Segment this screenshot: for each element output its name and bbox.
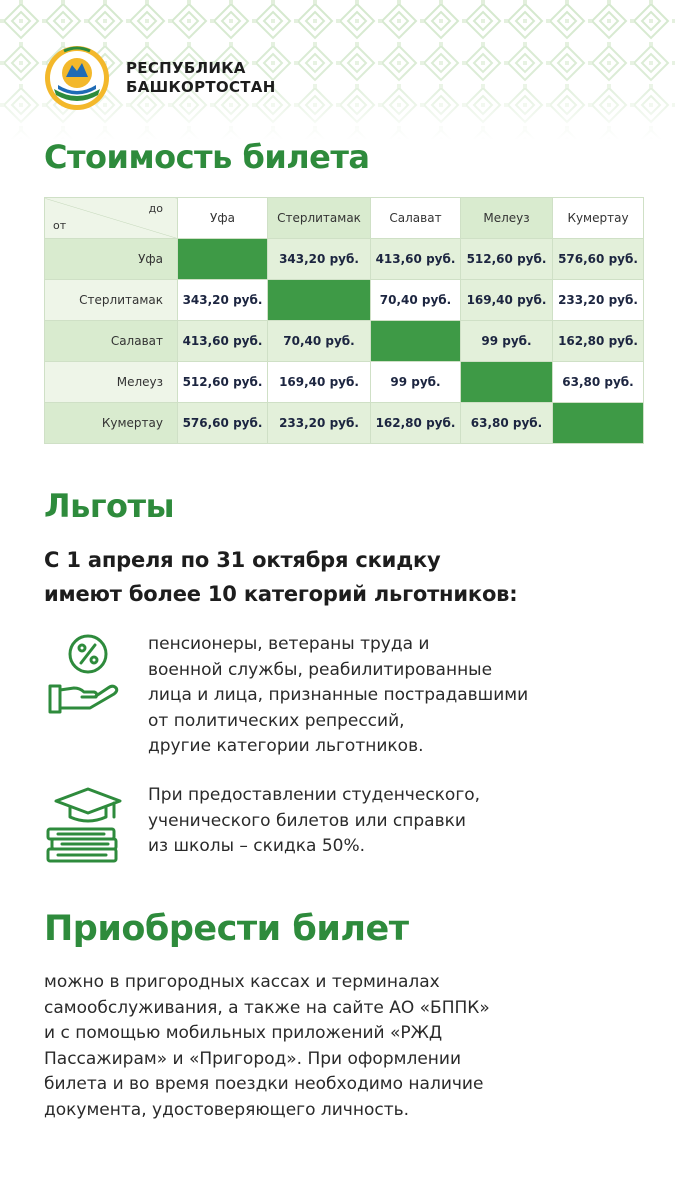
column-header: Стерлитамак	[268, 198, 371, 239]
graduation-cap-books-icon	[44, 783, 126, 865]
fare-cell: 576,60 руб.	[178, 403, 268, 444]
fare-cell: 512,60 руб.	[178, 362, 268, 403]
fare-row	[45, 280, 644, 321]
table-corner-cell	[45, 198, 178, 239]
column-header: Салават	[371, 198, 461, 239]
buy-line: и с помощью мобильных приложений «РЖД	[44, 1023, 443, 1044]
fare-cell: 233,20 руб.	[553, 280, 644, 321]
lead-line-2: имеют более 10 категорий льготников:	[44, 582, 518, 606]
fare-cell: 233,20 руб.	[268, 403, 371, 444]
fare-cell: 169,40 руб.	[268, 362, 371, 403]
price-section-title: Стоимость билета	[44, 138, 370, 176]
percent-hand-icon	[44, 632, 126, 714]
header	[44, 44, 276, 112]
bashkortostan-emblem-icon	[44, 45, 110, 111]
fare-row	[45, 403, 644, 444]
benefit-item	[44, 632, 528, 760]
row-header: Кумертау	[45, 403, 178, 444]
buy-line: самообслуживания, а также на сайте АО «БППК»	[44, 997, 490, 1018]
benefit-text	[148, 783, 480, 865]
buy-line: Пассажирам» и «Пригород». При оформлении	[44, 1048, 461, 1069]
lead-line-1: С 1 апреля по 31 октября скидку	[44, 548, 441, 572]
row-header: Мелеуз	[45, 362, 178, 403]
fare-table	[44, 197, 644, 444]
fare-cell: 576,60 руб.	[553, 239, 644, 280]
fare-cell: 162,80 руб.	[371, 403, 461, 444]
republic-line-1: РЕСПУБЛИКА	[126, 59, 246, 77]
column-header: Мелеуз	[461, 198, 553, 239]
buy-line: билета и во время поездки необходимо наличие	[44, 1074, 484, 1095]
fare-cell: 70,40 руб.	[268, 321, 371, 362]
benefit-line: из школы – скидка 50%.	[148, 836, 366, 857]
benefit-line: ученического билетов или справки	[148, 810, 466, 831]
benefit-line: военной службы, реабилитированные	[148, 659, 493, 680]
republic-name	[126, 59, 276, 97]
fare-header-row	[45, 198, 644, 239]
corner-from-label: от	[53, 219, 67, 232]
benefit-line: пенсионеры, ветераны труда и	[148, 634, 430, 654]
row-header: Уфа	[45, 239, 178, 280]
diagonal-cell	[371, 321, 461, 362]
fare-cell: 512,60 руб.	[461, 239, 553, 280]
fare-row	[45, 239, 644, 280]
benefits-lead	[44, 543, 517, 611]
buy-section-text	[44, 970, 490, 1124]
diagonal-cell	[461, 362, 553, 403]
fare-cell: 63,80 руб.	[553, 362, 644, 403]
benefit-text	[148, 632, 528, 760]
benefits-section-title: Льготы	[44, 487, 174, 525]
buy-section-title: Приобрести билет	[44, 909, 409, 949]
diagonal-cell	[553, 403, 644, 444]
column-header: Уфа	[178, 198, 268, 239]
fare-row	[45, 321, 644, 362]
diagonal-cell	[268, 280, 371, 321]
fare-cell: 162,80 руб.	[553, 321, 644, 362]
fare-cell: 70,40 руб.	[371, 280, 461, 321]
buy-line: можно в пригородных кассах и терминалах	[44, 972, 440, 992]
fare-cell: 169,40 руб.	[461, 280, 553, 321]
fare-cell: 343,20 руб.	[268, 239, 371, 280]
fare-cell: 343,20 руб.	[178, 280, 268, 321]
row-header: Стерлитамак	[45, 280, 178, 321]
fare-cell: 99 руб.	[371, 362, 461, 403]
benefit-line: При предоставлении студенческого,	[148, 785, 481, 805]
fare-cell: 99 руб.	[461, 321, 553, 362]
fare-cell: 63,80 руб.	[461, 403, 553, 444]
benefit-line: лица и лица, признанные пострадавшими	[148, 685, 529, 706]
benefit-line: другие категории льготников.	[148, 736, 424, 757]
benefit-item	[44, 783, 480, 865]
buy-line: документа, удостоверяющего личность.	[44, 1099, 410, 1120]
benefit-line: от политических репрессий,	[148, 710, 405, 731]
diagonal-cell	[178, 239, 268, 280]
fare-cell: 413,60 руб.	[178, 321, 268, 362]
row-header: Салават	[45, 321, 178, 362]
column-header: Кумертау	[553, 198, 644, 239]
republic-line-2: БАШКОРТОСТАН	[126, 78, 276, 96]
fare-cell: 413,60 руб.	[371, 239, 461, 280]
fare-row	[45, 362, 644, 403]
corner-to-label: до	[148, 202, 163, 215]
